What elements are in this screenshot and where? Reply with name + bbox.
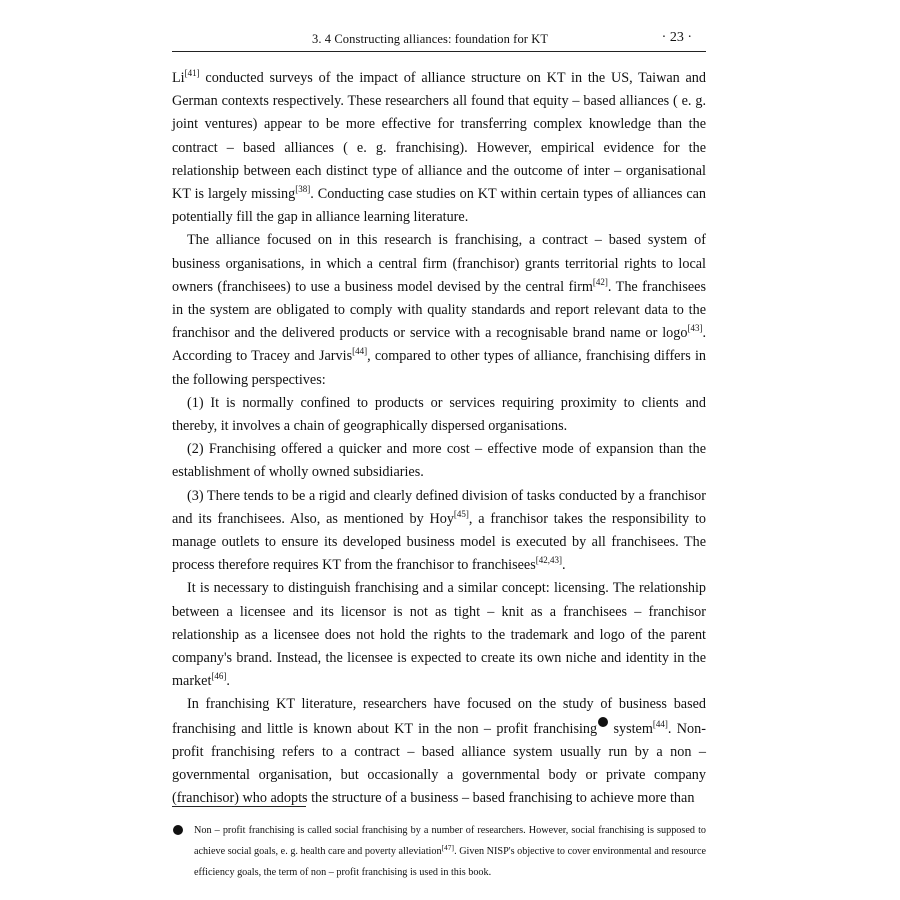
footnote-marker-icon xyxy=(173,825,183,835)
list-item: (2) Franchising offered a quicker and more cost – effective mode of expansion than the establishment of wholly owned subsidiaries. xyxy=(172,441,706,481)
header-divider xyxy=(172,51,706,52)
citation: [45] xyxy=(453,508,469,519)
running-header xyxy=(172,30,706,50)
paragraph: It is necessary to distinguish franchising and a similar concept: licensing. The relationship between a licensee and its licensor is not as tight – knit as a franchisees – franchisor relationship as a licensee does not hold the rights to the trademark and logo of the parent company's brand. Instead, the licensee is expected to create its own niche and identity in the market[46]. xyxy=(172,580,706,690)
citation: [42,43] xyxy=(535,555,562,566)
paragraph: Li[41] conducted surveys of the impact of alliance structure on KT in the US, Taiwan and German contexts respectively. These researchers all found that equity – based alliances ( e. g. joint ventures) appear to be more effective for transferring complex knowledge than the contract – based alliances ( e. g. franchising). However, empirical evidence for the relationship between each distinct type of alliance and the outcome of inter – organisational KT is largely missing[38]. Conducting case studies on KT within certain types of alliances can potentially fill the gap in alliance learning literature. xyxy=(172,68,707,226)
body-text xyxy=(172,67,706,811)
citation: [42] xyxy=(592,276,608,287)
citation: [41] xyxy=(184,68,200,78)
paragraph: In franchising KT literature, researchers have focused on the study of business based franchising and little is known about KT in the non – profit franchising system[44]. Non-profit franchising refers to a contract – based alliance system usually run by a non – governmental organisation, but occasionally a governmental body or private company (franchisor) who adopts the structure of a business – based franchising to achieve more than xyxy=(172,696,706,807)
footnote-marker-icon[interactable] xyxy=(598,717,608,727)
page-number: · 23 · xyxy=(661,30,692,45)
citation: [43] xyxy=(687,323,703,334)
citation: [38] xyxy=(295,184,311,195)
footnote-divider xyxy=(172,806,306,807)
section-title: 3. 4 Constructing alliances: foundation for KT xyxy=(312,32,549,46)
list-item: (3) There tends to be a rigid and clearly defined division of tasks conducted by a franchisor and its franchisees. Also, as mentioned by Hoy[45], a franchisor takes the responsibility to manage outlets to ensure its developed business model is executed by all franchisees. The process therefore requires KT from the franchisor to franchisees[42,43]. xyxy=(172,487,706,574)
footnote: Non – profit franchising is called social franchising by a number of researchers. However, social franchising is supposed to achieve social goals, e. g. health care and poverty alleviation[47]. Given NISP's objective to cover environmental and resource efficiency goals, the term of non – profit franchising is used in this book. xyxy=(194,820,706,883)
paragraph: The alliance focused on in this research is franchising, a contract – based system of business organisations, in which a central firm (franchisor) grants territorial rights to local owners (franchisees) to use a business model devised by the central firm[42]. The franchisees in the system are obligated to comply with quality standards and report relevant data to the franchisor and the delivered products or service with a recognisable brand name or logo[43]. According to Tracey and Jarvis[44], compared to other types of alliance, franchising differs in the following perspectives: xyxy=(172,232,706,388)
citation: [44] xyxy=(352,346,368,357)
citation: [46] xyxy=(211,671,227,682)
citation: [47] xyxy=(441,843,455,852)
list-item: (1) It is normally confined to products or services requiring proximity to clients and thereby, it involves a chain of geographically dispersed organisations. xyxy=(172,394,706,435)
citation: [44] xyxy=(652,718,668,729)
